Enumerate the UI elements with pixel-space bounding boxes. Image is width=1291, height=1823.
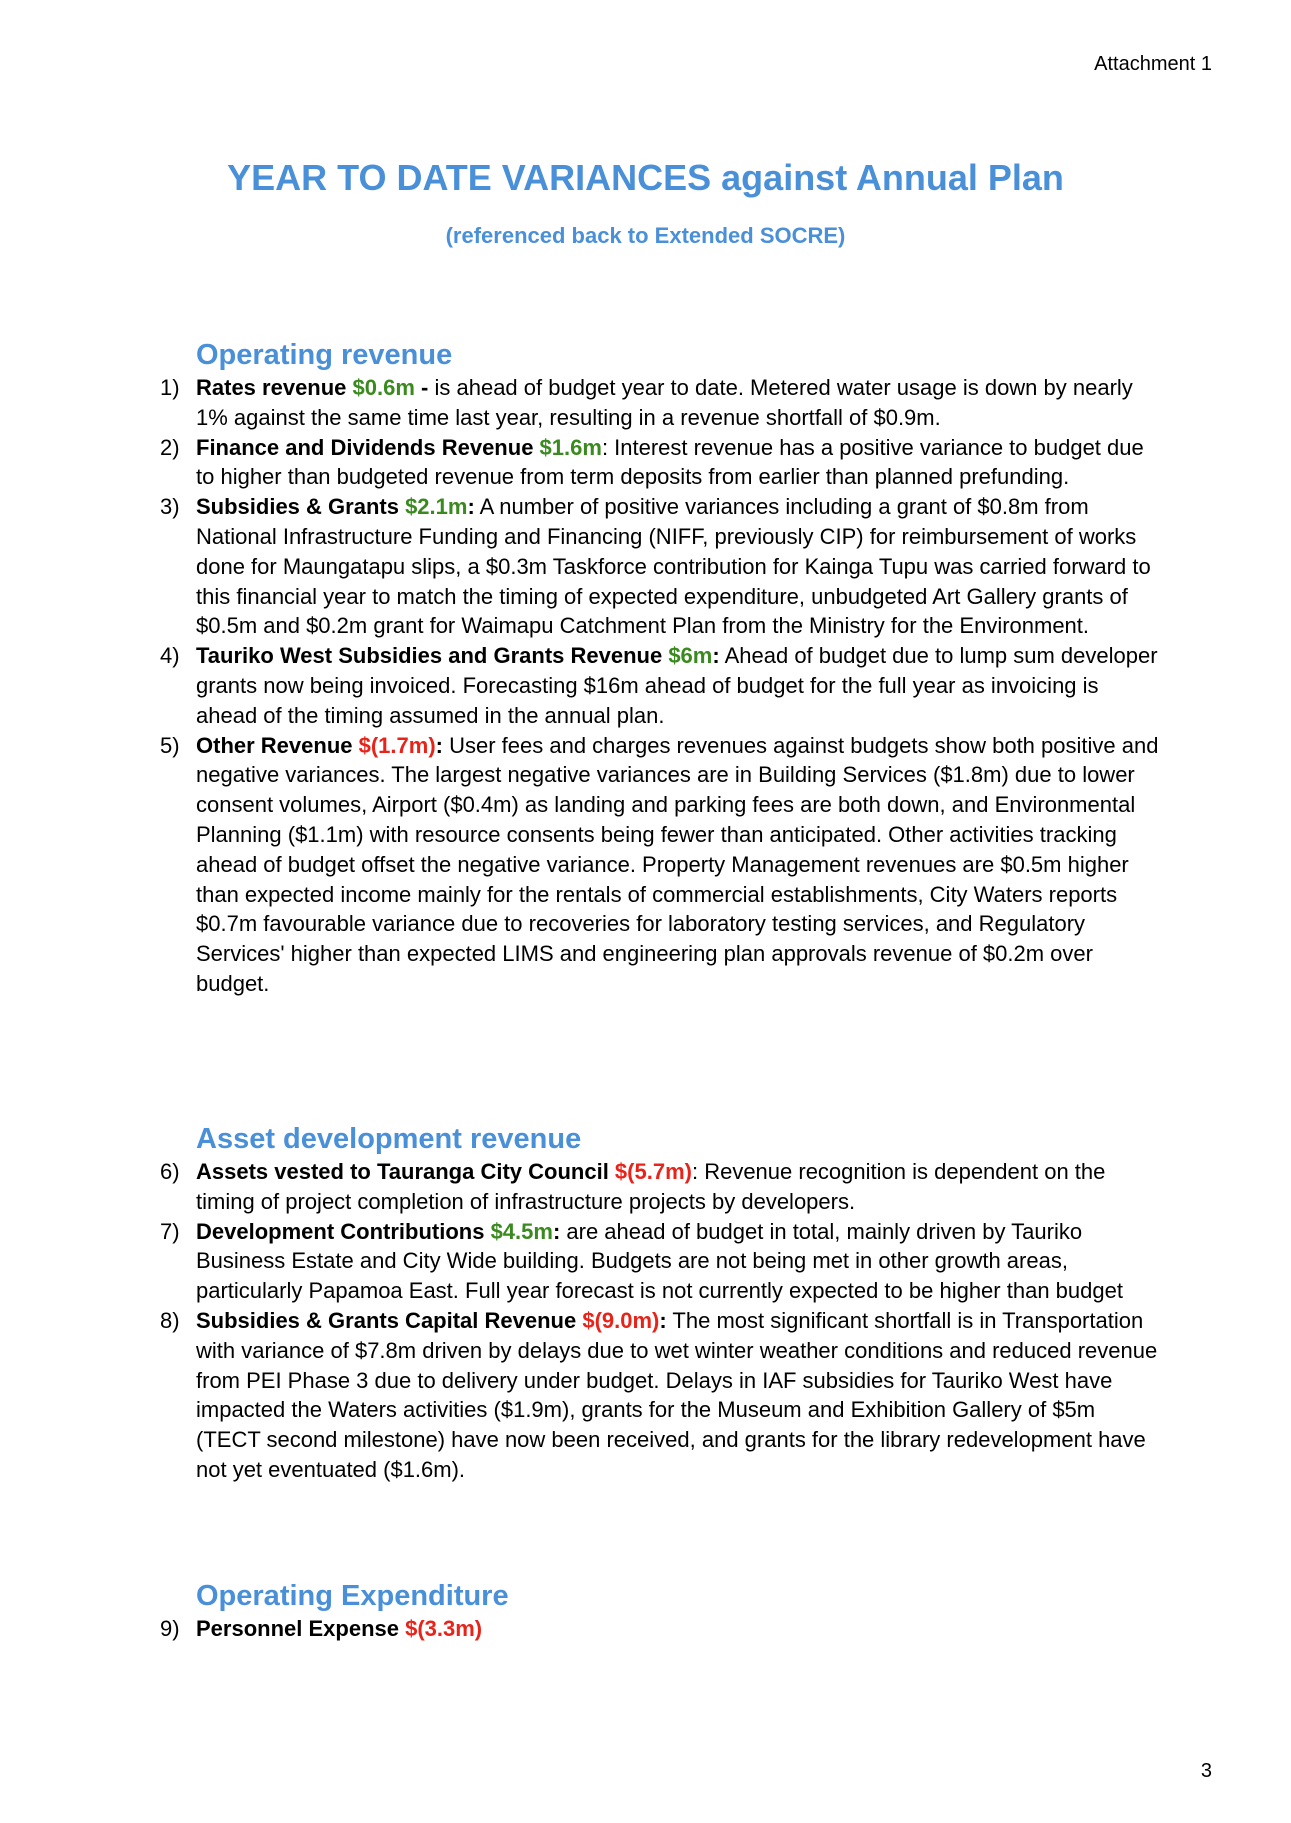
item-amount: $4.5m	[490, 1218, 553, 1244]
item-number: 1)	[160, 375, 180, 400]
list-item	[160, 1217, 1160, 1306]
item-number: 6)	[160, 1159, 180, 1184]
item-text: A number of positive variances including a grant of $0.8m from National Infrastructure Funding and Financing (NIFF, previously CIP) for reimbursement of works done for Maungatapu slips, a $0.3m Taskforce contribution for Kainga Tupu was carried forward to this financial year to match the timing of expected expenditure, unbudgeted Art Gallery grants of $0.5m and $0.2m grant for Waimapu Catchment Plan from the Ministry for the Environment.	[196, 494, 1151, 639]
item-label: Assets vested to Tauranga City Council	[196, 1159, 615, 1184]
item-separator: :	[467, 494, 475, 520]
page-number: 3	[1200, 1760, 1212, 1782]
attachment-label: Attachment 1	[1094, 53, 1212, 75]
list-item	[160, 731, 1160, 999]
item-label: Other Revenue	[196, 732, 359, 758]
variance-list	[160, 373, 1160, 999]
section-operating-expenditure	[160, 1578, 1160, 1644]
item-number: 4)	[160, 643, 180, 669]
list-item	[160, 641, 1160, 730]
list-item	[160, 1157, 1160, 1217]
item-amount: $(9.0m)	[582, 1307, 660, 1333]
item-label: Finance and Dividends Revenue	[196, 434, 540, 460]
section-heading: Operating Expenditure	[196, 1580, 509, 1612]
list-item	[160, 1614, 1160, 1644]
item-label: Development Contributions	[196, 1218, 491, 1244]
item-separator: -	[414, 375, 435, 400]
item-text: : Revenue recognition is dependent on the timing of project completion of infrastructure projects by developers.	[196, 1159, 1106, 1214]
item-amount: $1.6m	[539, 434, 602, 460]
variance-list	[160, 1157, 1160, 1485]
page-subtitle: (referenced back to Extended SOCRE)	[445, 223, 846, 248]
item-label: Rates revenue	[196, 375, 353, 400]
item-separator: :	[435, 732, 443, 758]
item-number: 3)	[160, 494, 180, 520]
variance-list	[160, 1614, 1160, 1644]
item-number: 8)	[160, 1307, 180, 1333]
item-amount: $(1.7m)	[358, 732, 436, 758]
item-amount: $(3.3m)	[405, 1616, 483, 1641]
item-number: 9)	[160, 1616, 180, 1641]
list-item	[160, 373, 1160, 433]
item-number: 2)	[160, 434, 180, 460]
item-separator: :	[712, 643, 720, 669]
list-item	[160, 492, 1160, 641]
list-item	[160, 1306, 1160, 1485]
item-separator: :	[659, 1307, 667, 1333]
item-label: Subsidies & Grants	[196, 494, 406, 520]
page-title: YEAR TO DATE VARIANCES against Annual Plan	[227, 157, 1064, 198]
item-number: 7)	[160, 1218, 180, 1244]
item-text: is ahead of budget year to date. Metered water usage is down by nearly 1% against the same time last year, resulting in a revenue shortfall of $0.9m.	[196, 375, 1133, 430]
item-text: Ahead of budget due to lump sum developer grants now being invoiced. Forecasting $16m ahead of budget for the full year as invoicing is ahead of the timing assumed in the annual plan.	[196, 643, 1158, 728]
section-operating-revenue	[160, 337, 1160, 999]
item-text: : Interest revenue has a positive variance to budget due to higher than budgeted revenue from term deposits from earlier than planned prefunding.	[196, 434, 1144, 490]
item-number: 5)	[160, 732, 180, 758]
item-separator: :	[552, 1218, 561, 1244]
item-amount: $0.6m	[352, 375, 415, 400]
list-item	[160, 433, 1160, 493]
section-heading: Operating revenue	[196, 339, 453, 371]
section-heading: Asset development revenue	[196, 1123, 582, 1155]
item-amount: $2.1m	[405, 494, 468, 520]
section-asset-development-revenue	[160, 1121, 1160, 1485]
item-amount: $(5.7m)	[614, 1159, 692, 1184]
item-text: are ahead of budget in total, mainly driven by Tauriko Business Estate and City Wide building. Budgets are not being met in other growth areas, particularly Papamoa East. Full year forecast is not currently expected to be higher than budget	[196, 1218, 1123, 1304]
item-label: Tauriko West Subsidies and Grants Revenue	[196, 643, 669, 669]
item-text: The most significant shortfall is in Transportation with variance of $7.8m driven by delays due to wet winter weather conditions and reduced revenue from PEI Phase 3 due to delivery under budget. Delays in IAF subsidies for Tauriko West have impacted the Waters activities ($1.9m), grants for the Museum and Exhibition Gallery of $5m (TECT second milestone) have now been received, and grants for the library redevelopment have not yet eventuated ($1.6m).	[196, 1307, 1158, 1482]
item-amount: $6m	[668, 643, 713, 669]
item-label: Personnel Expense	[196, 1616, 406, 1641]
item-text: User fees and charges revenues against budgets show both positive and negative variances. The largest negative variances are in Building Services ($1.8m) due to lower consent volumes, Airport ($0.4m) as landing and parking fees are both down, and Environmental Planning ($1.1m) with resource consents being fewer than anticipated. Other activities tracking ahead of budget offset the negative variance. Property Management revenues are $0.5m higher than expected income mainly for the rentals of commercial establishments, City Waters reports $0.7m favourable variance due to recoveries for laboratory testing services, and Regulatory Services' higher than expected LIMS and engineering plan approvals revenue of $0.2m over budget.	[196, 732, 1159, 996]
item-label: Subsidies & Grants Capital Revenue	[196, 1307, 583, 1333]
